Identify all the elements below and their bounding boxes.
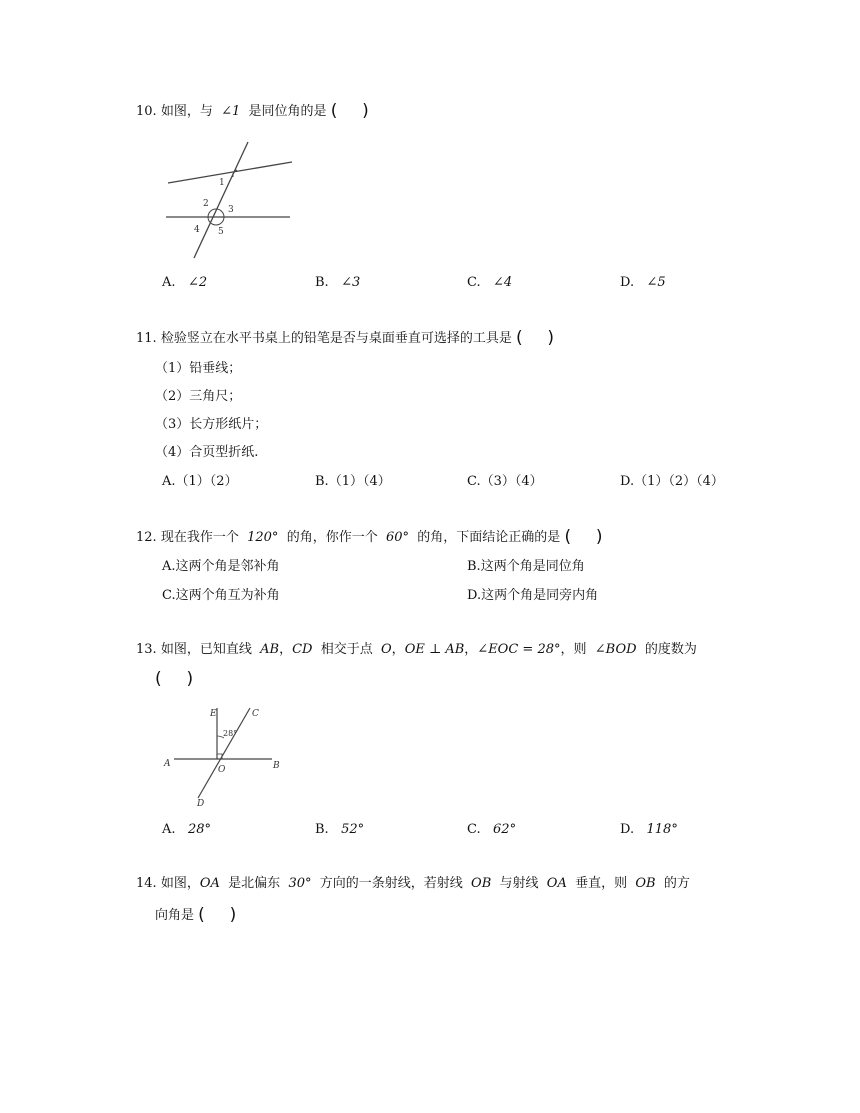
q13-label-c: C <box>252 709 259 719</box>
question-number: 13. <box>136 642 157 657</box>
question-number: 14. <box>136 876 157 891</box>
question-13-paren <box>155 670 193 689</box>
question-14-stem-cont: 向角是 ( ) <box>155 905 237 925</box>
q11-item-3: （3）长方形纸片； <box>155 417 268 432</box>
q10-option-c[interactable]: C. ∠4 <box>467 275 513 290</box>
open-paren: ( <box>515 328 523 348</box>
q12-option-d[interactable]: D.这两个角是同旁内角 <box>467 588 599 603</box>
q10-option-d[interactable]: D. ∠5 <box>620 275 666 290</box>
q11-option-b[interactable]: B.（1）（4） <box>315 474 391 489</box>
q13-label-b: B <box>273 761 280 771</box>
q10-figure <box>160 140 300 265</box>
q10-label-2: 2 <box>203 199 209 209</box>
q12-option-c[interactable]: C.这两个角互为补角 <box>162 588 280 603</box>
q11-item-2: （2）三角尺； <box>155 389 242 404</box>
q13-option-a[interactable]: A. 28° <box>162 822 211 837</box>
open-paren: ( <box>155 669 162 689</box>
q11-item-1: （1）铅垂线； <box>155 361 242 376</box>
q13-label-o: O <box>218 765 226 775</box>
question-10-stem: 10. 如图，与 ∠1 是同位角的是 ( ) <box>136 101 369 121</box>
question-11-stem: 11. 检验竖立在水平书桌上的铅笔是否与桌面垂直可选择的工具是 ( ) <box>136 328 555 348</box>
q13-label-d: D <box>197 799 205 809</box>
q13-label-a: A <box>164 759 171 769</box>
q10-label-1: 1 <box>219 178 225 188</box>
q11-option-d[interactable]: D.（1）（2）（4） <box>620 474 724 489</box>
q10-label-4: 4 <box>194 225 200 235</box>
q10-option-a[interactable]: A. ∠2 <box>162 275 208 290</box>
question-number: 11. <box>136 331 157 346</box>
q13-label-28: 28° <box>223 729 238 738</box>
q12-option-b[interactable]: B.这两个角是同位角 <box>467 559 585 574</box>
q13-figure <box>160 702 290 812</box>
close-paren: ) <box>595 527 603 547</box>
question-12-stem: 12. 现在我作一个 120° 的角，你作一个 60° 的角，下面结论正确的是 ( ) <box>136 527 603 547</box>
q13-label-e: E <box>210 709 217 719</box>
q13-option-d[interactable]: D. 118° <box>620 822 678 837</box>
q13-option-c[interactable]: C. 62° <box>467 822 517 837</box>
q10-option-b[interactable]: B. ∠3 <box>315 275 361 290</box>
q13-option-b[interactable]: B. 52° <box>315 822 365 837</box>
q10-label-3: 3 <box>228 205 234 215</box>
q12-option-a[interactable]: A.这两个角是邻补角 <box>162 559 280 574</box>
close-paren: ) <box>186 669 194 689</box>
question-number: 10. <box>136 104 157 119</box>
q11-option-c[interactable]: C.（3）（4） <box>467 474 543 489</box>
open-paren: ( <box>564 527 572 547</box>
close-paren: ) <box>547 328 555 348</box>
q11-item-4: （4）合页型折纸. <box>155 445 259 460</box>
q11-option-a[interactable]: A.（1）（2） <box>162 474 238 489</box>
q13-line-cd <box>198 708 250 798</box>
question-13-stem: 13. 如图，已知直线 AB，CD 相交于点 O，OE ⊥ AB，∠EOC = 28°，则 ∠BOD 的度数为 <box>136 642 697 657</box>
q10-label-5: 5 <box>218 227 224 237</box>
question-14-stem: 14. 如图，OA 是北偏东 30° 方向的一条射线，若射线 OB 与射线 OA 垂直，则 OB 的方 <box>136 876 690 891</box>
question-number: 12. <box>136 530 157 545</box>
open-paren: ( <box>198 905 205 925</box>
close-paren: ) <box>229 905 237 925</box>
close-paren: ) <box>362 101 369 121</box>
open-paren: ( <box>330 101 338 121</box>
